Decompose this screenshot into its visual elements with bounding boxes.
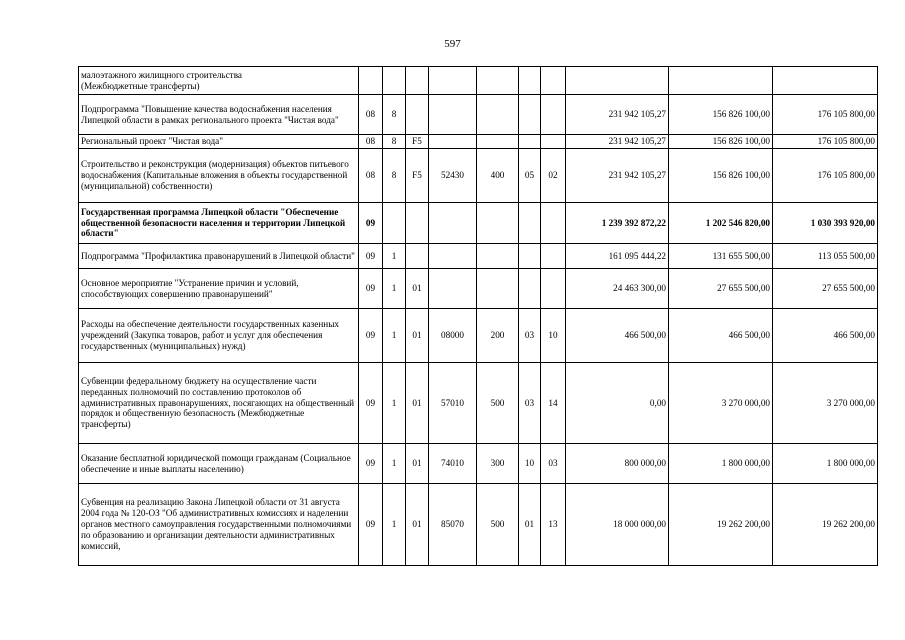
expense-type-cell: 400 xyxy=(477,149,519,203)
event-code-cell: F5 xyxy=(406,149,429,203)
row-name-cell: Государственная программа Липецкой области "Обеспечение общественной безопасности населения и территории Липецкой области" xyxy=(79,203,359,244)
program-code-cell xyxy=(359,67,383,95)
table-row xyxy=(79,244,878,269)
table-row xyxy=(79,309,878,363)
section-code-cell xyxy=(519,269,541,309)
row-name-cell: Субвенции федеральному бюджету на осуществление части переданных полномочий по составлению протоколов об административных правонарушениях, посягающих на общественный порядок и общественную безопасность (Межбюджетные трансферты) xyxy=(79,363,359,444)
event-code-cell: 01 xyxy=(406,484,429,566)
amount-year1-cell: 1 239 392 872,22 xyxy=(566,203,669,244)
subprogram-code-cell: 8 xyxy=(383,149,406,203)
expense-type-cell: 200 xyxy=(477,309,519,363)
table-row xyxy=(79,95,878,135)
amount-year3-cell: 19 262 200,00 xyxy=(773,484,878,566)
section-code-cell xyxy=(519,244,541,269)
subsection-code-cell xyxy=(541,269,566,309)
subprogram-code-cell xyxy=(383,203,406,244)
program-code-cell: 08 xyxy=(359,149,383,203)
event-code-cell: 01 xyxy=(406,363,429,444)
amount-year1-cell: 161 095 444,22 xyxy=(566,244,669,269)
direction-code-cell xyxy=(429,95,477,135)
table-body xyxy=(79,67,878,566)
section-code-cell: 05 xyxy=(519,149,541,203)
program-code-cell: 09 xyxy=(359,309,383,363)
row-name-cell: Оказание бесплатной юридической помощи гражданам (Социальное обеспечение и иные выплаты населению) xyxy=(79,444,359,484)
program-code-cell: 08 xyxy=(359,135,383,149)
amount-year3-cell: 176 105 800,00 xyxy=(773,135,878,149)
amount-year2-cell: 156 826 100,00 xyxy=(669,135,773,149)
direction-code-cell xyxy=(429,135,477,149)
section-code-cell: 01 xyxy=(519,484,541,566)
amount-year1-cell: 24 463 300,00 xyxy=(566,269,669,309)
section-code-cell: 10 xyxy=(519,444,541,484)
amount-year1-cell xyxy=(566,67,669,95)
subsection-code-cell xyxy=(541,203,566,244)
row-name-cell: Субвенция на реализацию Закона Липецкой области от 31 августа 2004 года № 120-ОЗ "Об административных комиссиях и наделении органов местного самоуправления государственными полномочиями по образованию и организации деятельности административных комиссий, xyxy=(79,484,359,566)
section-code-cell: 03 xyxy=(519,309,541,363)
table-row xyxy=(79,149,878,203)
subprogram-code-cell: 1 xyxy=(383,244,406,269)
subsection-code-cell: 10 xyxy=(541,309,566,363)
subsection-code-cell: 03 xyxy=(541,444,566,484)
amount-year1-cell: 231 942 105,27 xyxy=(566,95,669,135)
program-code-cell: 09 xyxy=(359,244,383,269)
subsection-code-cell: 02 xyxy=(541,149,566,203)
table-row xyxy=(79,135,878,149)
program-code-cell: 09 xyxy=(359,203,383,244)
direction-code-cell xyxy=(429,67,477,95)
amount-year3-cell: 3 270 000,00 xyxy=(773,363,878,444)
amount-year2-cell: 466 500,00 xyxy=(669,309,773,363)
event-code-cell xyxy=(406,67,429,95)
amount-year3-cell: 27 655 500,00 xyxy=(773,269,878,309)
row-name-cell: Региональный проект "Чистая вода" xyxy=(79,135,359,149)
program-code-cell: 08 xyxy=(359,95,383,135)
table-row xyxy=(79,484,878,566)
amount-year1-cell: 0,00 xyxy=(566,363,669,444)
amount-year3-cell: 1 030 393 920,00 xyxy=(773,203,878,244)
expense-type-cell: 300 xyxy=(477,444,519,484)
section-code-cell xyxy=(519,203,541,244)
expense-type-cell xyxy=(477,244,519,269)
expense-type-cell xyxy=(477,203,519,244)
amount-year3-cell xyxy=(773,67,878,95)
section-code-cell: 03 xyxy=(519,363,541,444)
direction-code-cell: 52430 xyxy=(429,149,477,203)
amount-year2-cell: 156 826 100,00 xyxy=(669,95,773,135)
amount-year2-cell: 27 655 500,00 xyxy=(669,269,773,309)
expense-type-cell xyxy=(477,67,519,95)
subsection-code-cell xyxy=(541,244,566,269)
direction-code-cell: 74010 xyxy=(429,444,477,484)
table-row xyxy=(79,444,878,484)
section-code-cell xyxy=(519,135,541,149)
row-name-cell: Подпрограмма "Повышение качества водоснабжения населения Липецкой области в рамках регионального проекта "Чистая вода" xyxy=(79,95,359,135)
amount-year1-cell: 466 500,00 xyxy=(566,309,669,363)
subprogram-code-cell: 1 xyxy=(383,484,406,566)
budget-table xyxy=(78,66,878,566)
row-name-cell: Строительство и реконструкция (модернизация) объектов питьевого водоснабжения (Капитальные вложения в объекты государственной (муниципальной) собственности) xyxy=(79,149,359,203)
subsection-code-cell xyxy=(541,95,566,135)
event-code-cell xyxy=(406,203,429,244)
amount-year2-cell: 3 270 000,00 xyxy=(669,363,773,444)
amount-year1-cell: 231 942 105,27 xyxy=(566,149,669,203)
amount-year3-cell: 113 055 500,00 xyxy=(773,244,878,269)
amount-year3-cell: 466 500,00 xyxy=(773,309,878,363)
page-number: 597 xyxy=(444,38,461,50)
program-code-cell: 09 xyxy=(359,269,383,309)
amount-year2-cell: 156 826 100,00 xyxy=(669,149,773,203)
direction-code-cell: 85070 xyxy=(429,484,477,566)
event-code-cell: 01 xyxy=(406,309,429,363)
direction-code-cell xyxy=(429,203,477,244)
subprogram-code-cell: 1 xyxy=(383,309,406,363)
subsection-code-cell xyxy=(541,67,566,95)
program-code-cell: 09 xyxy=(359,484,383,566)
table-row xyxy=(79,363,878,444)
expense-type-cell xyxy=(477,269,519,309)
amount-year2-cell xyxy=(669,67,773,95)
amount-year2-cell: 1 800 000,00 xyxy=(669,444,773,484)
row-name-cell: Подпрограмма "Профилактика правонарушений в Липецкой области" xyxy=(79,244,359,269)
subprogram-code-cell: 1 xyxy=(383,269,406,309)
direction-code-cell xyxy=(429,269,477,309)
event-code-cell xyxy=(406,95,429,135)
subprogram-code-cell: 8 xyxy=(383,135,406,149)
table-row xyxy=(79,269,878,309)
subprogram-code-cell xyxy=(383,67,406,95)
section-code-cell xyxy=(519,95,541,135)
event-code-cell: 01 xyxy=(406,444,429,484)
row-name-cell: Расходы на обеспечение деятельности государственных казенных учреждений (Закупка товаров, работ и услуг для обеспечения государственных (муниципальных) нужд) xyxy=(79,309,359,363)
program-code-cell: 09 xyxy=(359,444,383,484)
amount-year2-cell: 1 202 546 820,00 xyxy=(669,203,773,244)
subprogram-code-cell: 1 xyxy=(383,444,406,484)
amount-year2-cell: 19 262 200,00 xyxy=(669,484,773,566)
amount-year1-cell: 18 000 000,00 xyxy=(566,484,669,566)
subprogram-code-cell: 1 xyxy=(383,363,406,444)
amount-year3-cell: 176 105 800,00 xyxy=(773,149,878,203)
direction-code-cell xyxy=(429,244,477,269)
direction-code-cell: 57010 xyxy=(429,363,477,444)
section-code-cell xyxy=(519,67,541,95)
amount-year3-cell: 1 800 000,00 xyxy=(773,444,878,484)
row-name-cell: Основное мероприятие "Устранение причин и условий, способствующих совершению правонарушений" xyxy=(79,269,359,309)
amount-year3-cell: 176 105 800,00 xyxy=(773,95,878,135)
expense-type-cell xyxy=(477,95,519,135)
amount-year1-cell: 231 942 105,27 xyxy=(566,135,669,149)
event-code-cell: F5 xyxy=(406,135,429,149)
event-code-cell: 01 xyxy=(406,269,429,309)
table-row xyxy=(79,67,878,95)
program-code-cell: 09 xyxy=(359,363,383,444)
subsection-code-cell: 13 xyxy=(541,484,566,566)
table-row xyxy=(79,203,878,244)
subprogram-code-cell: 8 xyxy=(383,95,406,135)
expense-type-cell xyxy=(477,135,519,149)
row-name-cell: малоэтажного жилищного строительства (Межбюджетные трансферты) xyxy=(79,67,359,95)
expense-type-cell: 500 xyxy=(477,363,519,444)
expense-type-cell: 500 xyxy=(477,484,519,566)
subsection-code-cell xyxy=(541,135,566,149)
event-code-cell xyxy=(406,244,429,269)
amount-year2-cell: 131 655 500,00 xyxy=(669,244,773,269)
amount-year1-cell: 800 000,00 xyxy=(566,444,669,484)
direction-code-cell: 08000 xyxy=(429,309,477,363)
subsection-code-cell: 14 xyxy=(541,363,566,444)
